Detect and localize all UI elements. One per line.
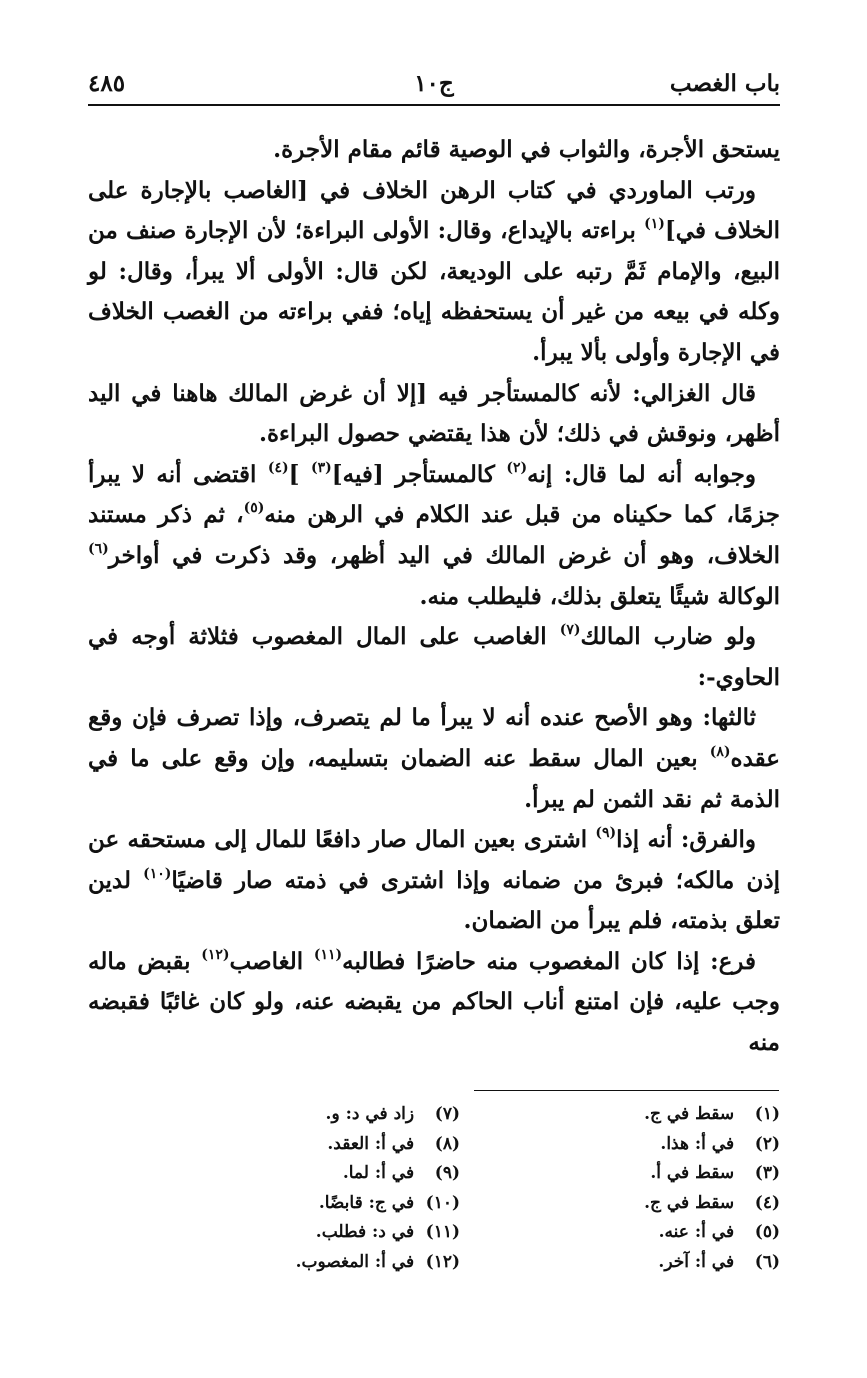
footnote: (١٢) في أ: المغصوب.: [295, 1251, 460, 1272]
footnote-marker[interactable]: (٩): [595, 825, 617, 842]
footnote: (٩) في أ: لما.: [342, 1163, 460, 1183]
paragraph: وجوابه أنه لما قال: إنه$^{(٢)}$ كالمستأجر [فيه]$^{(٣)}$ ]$^{(٤)}$ اقتضى أنه لا يبرأ جزمًا، كما حكيناه من قبل عند الكلام في الرهن منه$^{(٥)}$، ثم ذكر مستند الخلاف، وهو أن غرض المالك في اليد أظهر، وقد ذكرت في أواخر$^{(٦)}$ الوكالة شيئًا يتعلق بذلك، فليطلب منه.: [88, 459, 781, 610]
footnote-marker[interactable]: (٤): [267, 459, 289, 476]
footnote-marker[interactable]: (٣): [311, 459, 332, 476]
footnote: (٣) سقط في أ.: [650, 1163, 780, 1183]
footnote: (١١) في د: فطلب.: [315, 1222, 460, 1242]
chapter-title: باب الغصب: [669, 70, 780, 97]
page-header: [88, 68, 780, 106]
footnote: (٨) في أ: العقد.: [327, 1133, 460, 1154]
footnotes-column-left: [150, 1100, 460, 1277]
footnotes-column-right: [470, 1100, 780, 1277]
footnote-marker[interactable]: (١١): [313, 946, 343, 963]
paragraph: ورتب الماوردي في كتاب الرهن الخلاف في [الغاصب بالإجارة على الخلاف في]$^{(١)}$ براءته بالإيداع، وقال: الأولى البراءة؛ لأن الإجارة صنف من البيع، والإمام ثَمَّ رتبه على الوديعة، لكن قال: الأولى ألا يبرأ، وقال: لو وكله في بيعه من غير أن يستحفظه إياه؛ ففي براءته من الغصب الخلاف في الإجارة وأولى بألا يبرأ.: [88, 176, 780, 366]
paragraph: قال الغزالي: لأنه كالمستأجر فيه [إلا أن غرض المالك هاهنا في اليد أظهر، ونوقش في ذلك؛ لأن هذا يقتضي حصول البراءة.: [88, 379, 780, 448]
footnote: (٧) زاد في د: و.: [325, 1104, 460, 1124]
paragraph: والفرق: أنه إذا$^{(٩)}$ اشترى بعين المال صار دافعًا للمال إلى مستحقه عن إذن مالكه؛ فبرئ من ضمانه وإذا اشترى في ذمته صار قاضيًا$^{(١٠)}$ لدين تعلق بذمته، فلم يبرأ من الضمان.: [88, 825, 780, 935]
footnote-marker[interactable]: (٦): [88, 540, 109, 557]
footnote: (٥) في أ: عنه.: [658, 1222, 780, 1242]
paragraph: فرع: إذا كان المغصوب منه حاضرًا فطالبه$^{(١١)}$ الغاصب$^{(١٢)}$ بقبض ماله وجب عليه، فإن امتنع أناب الحاكم من يقبضه عنه، ولو كان غائبًا فقبضه منه: [88, 946, 780, 1057]
footnote-marker[interactable]: (١٢): [201, 946, 230, 963]
footnote: (٤) سقط في ج.: [644, 1192, 780, 1213]
paragraph: ولو ضارب المالك$^{(٧)}$ الغاصب على المال المغصوب فثلاثة أوجه في الحاوي-:: [88, 622, 780, 691]
footnote-marker[interactable]: (٨): [709, 743, 731, 760]
footnote: (١) سقط في ج.: [644, 1104, 780, 1124]
volume-label: ج١٠: [414, 70, 454, 97]
footnote-marker[interactable]: (١٠): [143, 865, 172, 882]
footnote-marker[interactable]: (١): [644, 216, 665, 233]
page-number: ٤٨٥: [88, 70, 126, 97]
footnote-marker[interactable]: (٥): [243, 500, 265, 517]
footnote: (٦) في أ: آخر.: [658, 1251, 780, 1272]
footnote: (١٠) في ج: قابضًا.: [318, 1192, 460, 1213]
footnote-marker[interactable]: (٢): [506, 459, 528, 476]
footnote-divider: [474, 1090, 779, 1091]
footnote: (٢) في أ: هذا.: [660, 1133, 780, 1154]
paragraph: يستحق الأجرة، والثواب في الوصية قائم مقام الأجرة.: [273, 136, 780, 163]
footnote-marker[interactable]: (٧): [559, 622, 581, 639]
paragraph: ثالثها: وهو الأصح عنده أنه لا يبرأ ما لم يتصرف، وإذا تصرف فإن وقع عقده$^{(٨)}$ بعين المال سقط عنه الضمان بتسليمه، وإن وقع على ما في الذمة ثم نقد الثمن لم يبرأ.: [88, 704, 780, 813]
main-text: [88, 130, 780, 1064]
footnotes: [150, 1100, 780, 1290]
